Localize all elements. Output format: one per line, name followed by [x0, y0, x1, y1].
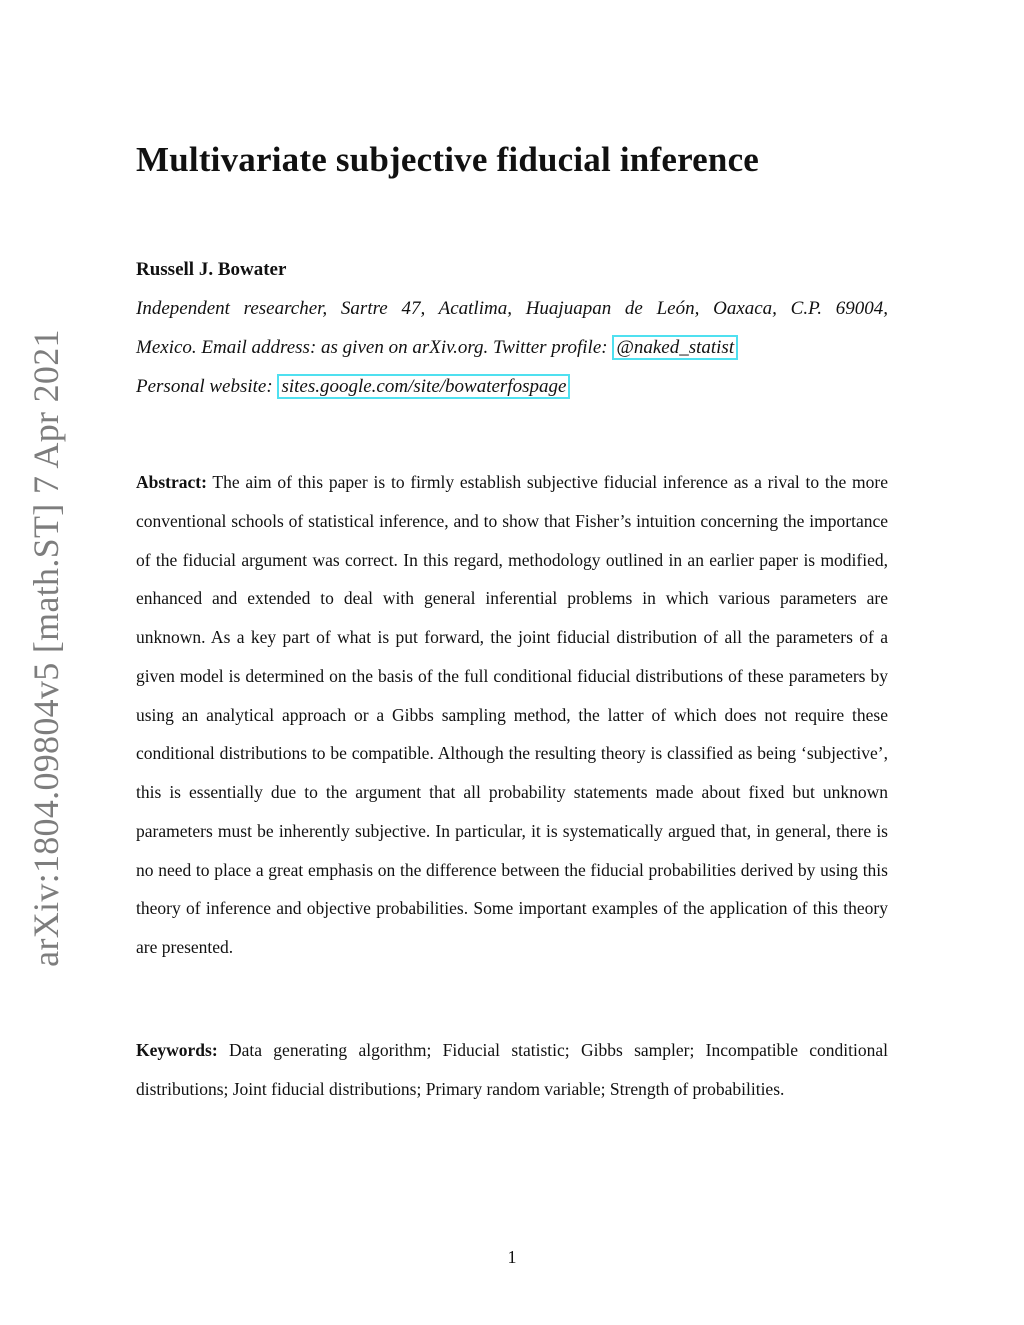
website-label: Personal website:: [136, 376, 278, 397]
keywords-text: Data generating algorithm; Fiducial statistic; Gibbs sampler; Incompatible conditional distributions; Joint fiducial distributions; Primary random variable; Strength of probabilities.: [136, 1040, 889, 1099]
abstract-text: The aim of this paper is to firmly establish subjective fiducial inference as a rival to the more conventional schools of statistical inference, and to show that Fisher’s intuition concerning the importance of the fiducial argument was correct. In this regard, methodology outlined in an earlier paper is modified, enhanced and extended to deal with general inferential problems in which various parameters are unknown. As a key part of what is put forward, the joint fiducial distribution of all the parameters of a given model is determined on the basis of the full conditional fiducial distributions of these parameters by using an analytical approach or a Gibbs sampling method, the latter of which does not require these conditional distributions to be compatible. Although the resulting theory is classified as being ‘subjective’, this is essentially due to the argument that all probability statements made about fixed but unknown parameters must be inherently subjective. In particular, it is systematically argued that, in general, there is no need to place a great emphasis on the difference between the fiducial probabilities derived by using this theory of inference and objective probabilities. Some important examples of the application of this theory are presented.: [136, 472, 888, 957]
abstract: [136, 463, 888, 967]
keywords: [136, 1031, 888, 1109]
paper-title: Multivariate subjective fiducial inference: [136, 140, 760, 179]
affiliation-contact-text: Mexico. Email address: as given on arXiv.org. Twitter profile:: [136, 337, 613, 358]
author-name: Russell J. Bowater: [136, 259, 287, 280]
affiliation-line-2: [136, 337, 888, 359]
personal-website-link[interactable]: sites.google.com/site/bowaterfospage: [277, 374, 570, 399]
affiliation-line-3: [136, 376, 888, 398]
twitter-profile-link[interactable]: @naked_statist: [612, 335, 738, 360]
page-number: 1: [507, 1247, 517, 1267]
arxiv-identifier-stamp: arXiv:1804.09804v5 [math.ST] 7 Apr 2021: [26, 329, 66, 967]
keywords-label: Keywords:: [136, 1040, 218, 1060]
affiliation-line-1: Independent researcher, Sartre 47, Acatlima, Huajuapan de León, Oaxaca, C.P. 69004,: [136, 298, 888, 319]
abstract-label: Abstract:: [136, 472, 207, 492]
